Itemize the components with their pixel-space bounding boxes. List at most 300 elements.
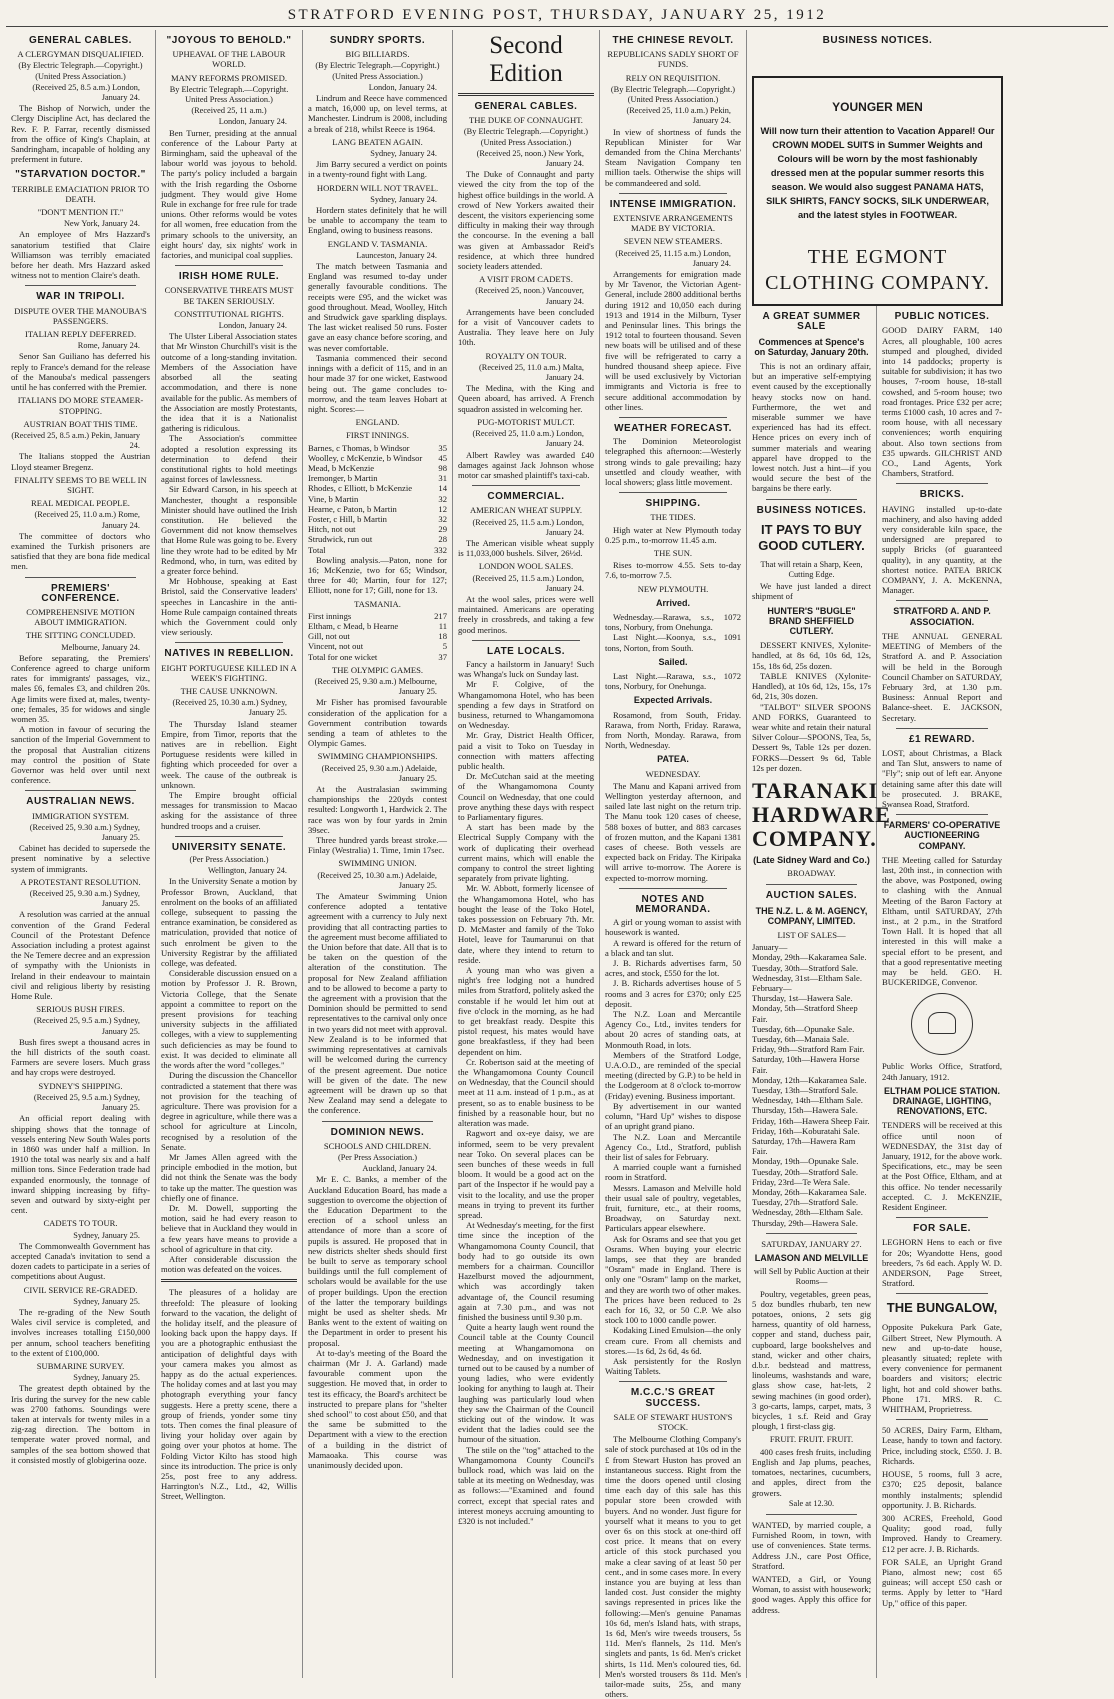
subheading: THE TIDES. (650, 512, 696, 523)
subheading: TERRIBLE EMACIATION PRIOR TO DEATH. (11, 183, 150, 204)
ad-heading: IT PAYS TO BUY GOOD CUTLERY. (758, 521, 865, 553)
divider (766, 499, 857, 500)
score-row: Vincent, not out 5 (308, 641, 447, 652)
article-text: Cabinet has decided to supersede the present nominative by a selective system of immigrants. (11, 843, 150, 874)
sale-item: Monday, 19th—Opunake Sale. (752, 1156, 859, 1167)
dateline: (Received 25, noon.) Vancouver, January 24. (475, 286, 584, 306)
article-text: The match between Tasmania and England was resumed to-day under generally favourable conditions. The receipts were £95, and the wicket was good throughout. Mead, Woolley, Hitch and Strudwick gave sparkling displays. The last wicket realised 50 runs. Foster gave an easy chance before scoring, and was never comfortable. (308, 261, 447, 353)
classified-ad: FOR SALE, an Upright Grand Piano, almost new; cost 65 guineas; will accept £50 cash or terms. Apply by letter to "Hard Up," office of this paper. (882, 1556, 1002, 1608)
dateline: Rome, January 24. (77, 341, 140, 351)
subheading: ROYALTY ON TOUR. (485, 350, 567, 361)
subheading: HORDERN WILL NOT TRAVEL. (316, 182, 439, 193)
notice-text: LEGHORN Hens to each or five for 20s; Wyandotte Hens, good breeders, 7s 6d each. Apply W. D. ANDERSON, Page Street, Stratford. (882, 1237, 1002, 1289)
subheading: SWIMMING UNION. (338, 858, 417, 869)
article-text: The pleasures of a holiday are threefold: The pleasure of looking forward to the vacation, the delight of the holiday itself, and the pleasure of looking back upon the happy days. If you are a photographic enthusiast the anticipation of delightful days with your camera makes you almost as happy as do the actual experiences. The holiday comes and at last you may photograph everything your fancy suggests. Here a pretty scene, there a group of friends, yonder some tiny tots. Then comes the final pleasure of living your holiday over again by going over your photos at home. The Folding Victor Kilto has stood high since its introduction. The price is only 25s, post free to any address. Harrington's N.Z., Ltd., 42, Willis Street, Wellington. (161, 1287, 297, 1502)
divider (175, 265, 283, 266)
subheading: BIG BILLIARDS. (345, 49, 410, 60)
divider (896, 728, 988, 729)
dateline: (Received 25, 8.5 a.m.) London, January 24. (32, 82, 140, 103)
article-text: The Empire brought official messages for transmission to Macao asking for the assistance of three hundred troops and a cruiser. (161, 790, 297, 831)
subheading: Expected Arrivals. (633, 695, 713, 706)
headline: NOTES AND MEMORANDA. (635, 893, 711, 916)
article-text: Poultry, vegetables, green peas, 5 doz bundles rhubarb, ten new potatoes, onions, 2 sets gig harness, quantity of old harness, copper and stand, duchess pair, cupboard, large bookshelves and stand, wicker and other chairs, d.b.r. bedstead and mattress, linoleums, washstands and ware, glass show case, hat-lets, 2 sewing machines (in good order), 3 go-carts, lamps, carpet, mats, 3 bicycles, 1 s.f. Reid and Gray plough, 1 first-class gig. (752, 1288, 871, 1432)
dateline: (Received 25, 9.5 a.m.) Sydney, January 25. (33, 1092, 140, 1113)
article-text: "TALBOT" SILVER SPOONS AND FORKS, Guaranteed to wear white and retain their natural Silver Colour—SPOONS, Tea, 5s, Dessert 9s, Table 12s per dozen. FORKS—Dessert 9s 6d, Table 12s per dozen. (752, 701, 871, 773)
sale-month: February— (752, 982, 792, 993)
article-text: Mr F. Colgive, of the Whangamomona Hotel, who has been spending a few days in Stratford on business, returned to Whangamomona on Wednesday. (458, 679, 594, 731)
headline: FOR SALE. (913, 1223, 971, 1235)
dateline: (Received 25, 9.30 a.m.) Sydney, January 25. (29, 889, 140, 909)
notice-text: GOOD DAIRY FARM, 140 Acres, all ploughable, 100 acres stumped and ploughed, divided into 14 paddocks; property is suitable for subdivision; it has two houses, 7-room house, 18-stall cowshed, and 5-room house; two road frontages. Price £32 per acre; terms £1000 cash, 10 acres and 7-room house, with all necessary conveniences; worth enquiring about. Also town sections from £35 upwards. GILCHRIST AND CO., Land Agents, York Chambers, Stratford. (882, 325, 1002, 479)
notice-heading: THE BUNGALOW, (886, 1300, 998, 1316)
headline: AUCTION SALES. (765, 890, 858, 902)
subheading: SCHOOLS AND CHILDREN. (323, 1140, 432, 1151)
article-text: Arrangements have been concluded for a visit of Vancouver cadets to Australia. They leave here on July 10th. (458, 306, 594, 348)
sale-item: Thursday, 15th—Hawera Sale. (752, 1105, 858, 1116)
divider (896, 600, 988, 601)
subheading: PATEA. (657, 754, 689, 765)
subheading: ITALIAN REPLY DEFERRED. (24, 329, 137, 340)
score-table-england (308, 443, 447, 555)
sale-item: Wednesday, 14th—Eltham Sale. (752, 1095, 863, 1106)
article-text: Lindrum and Reece have commenced a match, 16,000 up, on level terms, at Manchester. Lindrum is 2008, including a break of 218, whilst Reece is 1964. (308, 93, 447, 134)
subheading: SWIMMING CHAMPIONSHIPS. (317, 751, 438, 762)
article-text: High water at New Plymouth today 0.25 p.m., to-morrow 11.45 a.m. (605, 524, 741, 545)
subheading: PUG-MOTORIST MULCT. (477, 416, 575, 427)
subheading: ENGLAND. (355, 417, 400, 428)
score-row: Rhodes, c Elliott, b McKenzie 14 (308, 483, 447, 494)
divider (766, 1233, 857, 1234)
headline: GENERAL CABLES. (29, 35, 132, 46)
subheading: COMPREHENSIVE MOTION ABOUT IMMIGRATION. (26, 606, 135, 628)
dateline: (Received 25, 9.30 a.m.) Melbourne, January 25. (314, 676, 437, 697)
dateline: (Received 25, 9.5 a.m.) Sydney, January 25. (33, 1016, 140, 1036)
dateline: Auckland, January 24. (362, 1164, 437, 1174)
divider (619, 492, 727, 493)
ad-body: Will now turn their attention to Vacation Apparel! Our CROWN MODEL SUITS in Summer Weights and Colours will be worn by the most fashionably dressed men at the popular summer resorts this season. We would also suggest PANAMA HATS, SILK SHIRTS, FANCY SOCKS, SILK UNDERWEAR, and the latest styles in FOOTWEAR. (760, 126, 995, 221)
article-text: This is not an ordinary affair, but an imperative self-emptying event caused by the exceptionally heavy stocks now on hand. Furthermore, the wet and miserable summer we have experienced has had its effect. Hence prices on every inch of summer materials and wearing apparel have dropped to the lowest notch. Just a hint—if you would secure the best of the bargains be there early. (752, 361, 871, 494)
credit-line: (Per Press Association.) (337, 1152, 418, 1162)
subheading: IMMIGRATION SYSTEM. (32, 810, 129, 821)
article-text: An official report dealing with shipping shows that the tonnage of vessels entering New South Wales ports in 1860 was under half a million. In 1910 the total was nearly six and a half million tons. Since Federation trade had expanded enormously, the tonnage of inward shipping increasing by fifty-seven and outward by sixty-eight per cent. (11, 1113, 150, 1216)
business-section (747, 30, 1008, 1678)
article-text: Kodaking Lined Emulsion—the only cream cure. From all chemists and stores.—1s 6d, 2s 6d, 4s 6d. (605, 1325, 741, 1356)
subheading: FIRST INNINGS. (346, 430, 409, 441)
article-text: Senor San Guiliano has deferred his reply to France's demand for the release of the Manouba's medical passengers until he has conferred with the Premier. (11, 351, 150, 393)
sale-time: Sale at 12.30. (788, 1498, 835, 1508)
score-row: Strudwick, run out 28 (308, 534, 447, 545)
article-text: Dr. M. Dowell, supporting the motion, said he had every reason to believe that in Auckland they would in a few years have means to provide a school of agriculture in that city. (161, 1202, 297, 1254)
dateline: London, January 24. (368, 82, 437, 92)
article-text: Sir Edward Carson, in his speech at Manchester, thought a responsible Minister should have outlined the Irish constitution. He believed the Government did not know themselves that Home Rule was going to be. Every line they wrote had to be edited by Mr Redmond, who, in turn, was edited by a greater force behind. (161, 484, 297, 576)
subheading: Sailed. (658, 656, 688, 667)
notice-heading: STRATFORD A. AND P. ASSOCIATION. (893, 606, 991, 627)
headline: BUSINESS NOTICES. (756, 504, 867, 516)
headline: NATIVES IN REBELLION. (164, 648, 294, 660)
article-text: Ask for Osrams and see that you get Osrams. When buying your electric lamps, see that they are branded "Osram" made in England. There is only one "Osram" lamp on the market, and they are worth two of other makes. The prices have been reduced to 2s each for 16, 32, or 50 C.P. We also stock 100 to 1000 candle power. (605, 1233, 741, 1326)
sale-item: Monday, 26th—Kakaramea Sale. (752, 1187, 867, 1198)
divider (472, 485, 580, 486)
masthead: STRATFORD EVENING POST, THURSDAY, JANUARY 25, 1912 (6, 4, 1108, 27)
subheading: SERIOUS BUSH FIRES. (36, 1004, 125, 1015)
divider (175, 642, 283, 643)
subheading: CADETS TO TOUR. (43, 1218, 118, 1229)
article-text: J. B. Richards advertises farm, 50 acres, and stock, £550 for the lot. (605, 958, 741, 979)
article-text: The N.Z. Loan and Mercantile Agency Co., Ltd., Stratford, publish their list of sales for February. (605, 1131, 741, 1162)
headline: GENERAL CABLES. (474, 101, 578, 112)
article-text: The re-grading of the New South Wales civil service is completed, and involves increases totalling £150,000 per annum, school teachers benefiting to the extent of £100,000. (11, 1306, 150, 1358)
score-total: Total 332 (308, 544, 447, 555)
sale-item: Saturday, 10th—Hawera Horse Fair. (752, 1054, 860, 1075)
article-text: Mr Hobhouse, speaking at East Bristol, said the Conservative leaders' speeches in Lancashire in the anti-Home Rule campaign contained threats which the Government could only view seriously. (161, 576, 297, 638)
subheading: FRUIT. FRUIT. FRUIT. (769, 1434, 854, 1445)
headline: BRICKS. (919, 489, 965, 501)
dateline: (Received 25, 11.15 a.m.) London, January 24. (615, 248, 731, 268)
divider (766, 1514, 857, 1515)
sale-item: Saturday, 17th—Hawera Ram Fair. (752, 1136, 856, 1157)
sale-item: Friday, 9th—Stratford Ram Fair. (752, 1044, 865, 1055)
sale-item: Friday, 16th—Hawera Sheep Fair. (752, 1115, 870, 1126)
article-text: A girl or young woman to assist with housework is wanted. (605, 917, 741, 938)
score-row: Hitch, not out 29 (308, 524, 447, 535)
subheading: A VISIT FROM CADETS. (479, 274, 573, 285)
subheading: THE OLYMPIC GAMES. (331, 664, 424, 675)
article-text: At Wednesday's meeting, for the first time since the inception of the Whangamomona County Council, that body had to go outside its own members for a chairman. Councillor Hazelburst moved the adjournment, which was accordingly taken advantage of, the Council resuming again at 7.30 p.m., and was not finished the business until 9.30 p.m. (458, 1220, 594, 1322)
dateline: London, January 24. (218, 321, 287, 331)
subheading: THE CAUSE UNKNOWN. (180, 685, 278, 696)
dateline: (Received 25, 9.30 a.m.) Adelaide, January 25. (321, 763, 437, 783)
divider (25, 577, 136, 578)
subheading: SYDNEY'S SHIPPING. (38, 1080, 123, 1091)
credit-line: (By Electric Telegraph.—Copyright.) (United Press Association.) (463, 127, 589, 147)
score-row: Eltham, c Mead, b Hearne 11 (308, 620, 447, 631)
divider (896, 483, 988, 484)
sale-list (752, 942, 871, 1228)
headline: A GREAT SUMMER SALE (762, 311, 861, 333)
article-text: The Melbourne Clothing Company's sale of stock purchased at 10s od in the £ from Stewart Huston has proved an instantaneous success. Right from the time the doors opened until closing time each day of this sale has this popular store been crowded with buyers. And no wonder. Just figure for yourself what it means to you to get over 6s on this stock at one-third off cost price. It means that on every article of this stock purchased you make a clear saving of at least 50 per cent., and in some cases more. In every instance you are buying at less than landed cost. Just consider the mighty savings represented in prices like the following:—Men's genuine Panamas 10s 6d, men's Island hats, with straps, 1s 6d, Men's wire tweeds trousers, 5s 11d. Men's flannels, 2s 11d. Men's singlets and pants, 1s 6d. Men's cricket shirts, 1s 11d. Men's coloured ties, 6d. Men's worsted trousers 8s 11d. Men's tailor-made suits, 25s, and many others. (605, 1434, 741, 1699)
dateline: New York, January 24. (63, 219, 140, 229)
notice-text: THE Meeting called for Saturday last, 20th inst., in connection with the above, was Postponed, owing to clashing with the Annual Meeting of the Baron Factory at Eltham, until SATURDAY, 27th inst., at 2 p.m., in the Stratford Town Hall. It is hoped that all interested in this will make a special effort to be present, and that a good representative meeting may be held. GEO. H. BUCKERIDGE, Convenor. (882, 854, 1002, 988)
article-text: Quite a hearty laugh went round the Council table at the County Council meeting at Whangamomona on Wednesday, and on investigation it turned out to be caused by a number of young ladies, who were evidently looking for anything to laugh at. Their laughing was particularly loud when they saw the Chairman of the Council sticking out of the window. It was evident that the ladies could see the humour of the situation. (458, 1322, 594, 1445)
divider (766, 884, 857, 885)
sale-item: Tuesday, 6th—Manaia Sale. (752, 1033, 849, 1044)
dateline: Wellington, January 24. (207, 866, 287, 876)
headline: UNIVERSITY SENATE. (171, 841, 287, 853)
sale-item: Tuesday, 30th—Stratford Sale. (752, 962, 859, 973)
ad-product: HUNTER'S "BUGLE" BRAND SHEFFIELD CUTLERY. (767, 605, 856, 637)
dateline: Sydney, January 25. (73, 1230, 140, 1240)
classified-ad: WANTED, a Girl, or Young Woman, to assist with housework; good wages. Apply this office for address. (752, 1573, 871, 1615)
subheading: SUBMARINE SURVEY. (36, 1360, 125, 1371)
article-text: A married couple want a furnished room in Stratford. (605, 1162, 741, 1183)
subheading: FINALITY SEEMS TO BE WELL IN SIGHT. (14, 474, 147, 495)
shipping-entry: Last Night.—Rarawa, s.s., 1072 tons, Norbury, for Onehunga. (605, 670, 741, 692)
article-text: Mr Fisher has promised favourable consideration of the application for a Government contribution towards sending a team of athletes to the Olympic Games. (308, 697, 447, 749)
article-text: In view of shortness of funds the Republican Minister for War demanded from the China Merchants' Steam Navigation Company ten million taels. Otherwise the ships will be commandeered and sold. (605, 126, 741, 188)
sale-item: Monday, 12th—Kakaramea Sale. (752, 1074, 867, 1085)
dateline: Melbourne, January 24. (61, 642, 140, 652)
headline: COMMERCIAL. (487, 491, 565, 503)
sale-item: Tuesday, 6th—Opunake Sale. (752, 1023, 855, 1034)
dateline: Sydney, January 24. (370, 194, 437, 204)
headline: "STARVATION DOCTOR." (15, 169, 146, 181)
notice-text: THE ANNUAL GENERAL MEETING of Members of the Stratford A. and P. Association will be held in the Borough Council Chamber on SATURDAY, February 3rd, at 1.30 p.m. Business: Annual Report and Balance-sheet. E. JACKSON, Secretary. (882, 630, 1002, 723)
subheading: Arrived. (655, 597, 690, 608)
article-text: Ragwort and ox-eye daisy, we are informed, seem to be very prevalent near Toko. On several places can be seen bunches of these weeds in full bloom. It would be a good act on the part of the Inspector if he would pay a visit to the locality, and use the proper means in trying to prevent its further spread. (458, 1128, 594, 1220)
subheading: AMERICAN WHEAT SUPPLY. (469, 505, 583, 516)
credit-line: (Per Press Association.) (189, 855, 269, 865)
ad-subheading: will Sell by Public Auction at their Rooms— (753, 1267, 870, 1287)
article-text: The Dominion Meteorologist telegraphed this afternoon:—Westerly strong winds to gale prevailing; hazy unsettled and cloudy weather, with local showers; glass little movement. (605, 436, 741, 487)
sale-item: Thursday, 1st—Hawera Sale. (752, 993, 853, 1004)
subheading: LONDON WOOL SALES. (478, 561, 574, 572)
headline: AUSTRALIAN NEWS. (26, 796, 135, 808)
dateline: (Received 25, 11.5 a.m.) London, January 24. (472, 517, 584, 537)
dateline: (Received 25, 11.0 a.m.) Rome, January 24. (34, 510, 140, 530)
notice-text: HAVING installed up-to-date machinery, and also having added very considerable kiln space, the undersigned are prepared to supply Bricks (of guaranteed quality), in any quantity, at the shortest notice. PATEA BRICK COMPANY, J. A. McKENNA, Manager. (882, 503, 1002, 596)
subheading: ENGLAND V. TASMANIA. (327, 238, 428, 249)
notice-text: Public Works Office, Stratford, 24th January, 1912. (882, 1061, 1002, 1082)
article-text: Hordern states definitely that he will be unable to accompany the team to England, owing to business reasons. (308, 205, 447, 236)
article-text: Tasmania commenced their second innings with a deficit of 115, and in an hour made 37 for one wicket, Eastwood being out. The game concludes to-morrow, and the team leaves Hobart at night. Scores:— (308, 352, 447, 414)
subheading: TASMANIA. (354, 598, 401, 609)
dateline: (Received 25, 11 a.m.) (191, 106, 267, 116)
article-text: During the discussion the Chancellor contradicted a statement that there was not provision for the teaching of agriculture. There was provision for a degree in agriculture, while there was a school for agriculture at Lincoln, recognised by a resolution of the Senate. (161, 1070, 297, 1152)
headline: SHIPPING. (645, 498, 701, 510)
article-text: 400 cases fresh fruits, including English and Jap plums, peaches, tomatoes, nectarines, cucumbers, and apples, direct from the growers. (752, 1446, 871, 1498)
article-text: The Bishop of Norwich, under the Clergy Discipline Act, has declared the Rev. F. P. Farrar, recently dismissed from the office of King's Chaplain, at Sandringham, incapable of holding any preferment in future. (11, 103, 150, 165)
article-text: A young man who was given a night's free lodging not a hundred miles from Stratford, politely asked the constable if he would let him out at five o'clock in the morning, as he had to get breakfast ready. Despite this pistol request, his mates would have gone breakfastless, if they had been dependent on him. (458, 965, 594, 1057)
headline: WAR IN TRIPOLI. (36, 291, 125, 303)
divider (175, 836, 283, 837)
divider (619, 888, 727, 889)
notice-text: TENDERS will be received at this office until noon of WEDNESDAY, the 31st day of January, 1912, for the above work. Specifications, etc., may be seen at the Post Office, Eltham, and at this office. No tender necessarily accepted. C. J. McKENZIE, Resident Engineer. (882, 1120, 1002, 1213)
headline: PREMIERS' CONFERENCE. (41, 582, 120, 604)
headline: PUBLIC NOTICES. (894, 311, 990, 323)
score-row: Hearne, c Paton, b Martin 12 (308, 503, 447, 514)
divider (619, 417, 727, 418)
sale-item: Thursday, 29th—Hawera Sale. (752, 1217, 858, 1228)
headline: BUSINESS NOTICES. (822, 35, 933, 46)
column-3 (303, 30, 453, 1678)
divider (896, 814, 988, 815)
auctioneer-name: LAMASON AND MELVILLE (754, 1253, 869, 1264)
article-text: Mr E. C. Banks, a member of the Auckland Education Board, has made a suggestion to overcome the objection of the Education Department to the erection of a school unless an attendance of more than a score of pupils is assured. He proposed that in new districts shelter sheds should first be built to serve as temporary school buildings until the full complement of scholars would be available for the use of proper buildings. Upon the erection of the latter the temporary buildings might be used as shelter sheds. Mr Banks went to the extent of waiting on the Department in order to present his proposal. (308, 1174, 447, 1348)
dateline: (Received 25, 11.0 a.m.) London, January 24. (472, 429, 584, 449)
sale-item: Friday, 16th—Koburatahi Sale. (752, 1125, 860, 1136)
sale-item: Monday, 29th—Kakaramea Sale. (752, 952, 867, 963)
ad-subheading: (Late Sidney Ward and Co.) (753, 854, 870, 865)
article-text: The Italians stopped the Austrian Lloyd steamer Bregenz. (11, 451, 150, 472)
score-row: Woolley, c McKenzie, b Windsor 45 (308, 452, 447, 463)
headline: DOMINION NEWS. (330, 1126, 425, 1138)
article-text: The Association's committee adopted a resolution expressing its determination to defend their constitutional rights to hold meetings against forces of lawlessness. (161, 433, 297, 485)
subheading: Commences at Spence's on Saturday, January 20th. (754, 336, 869, 357)
headline: INTENSE IMMIGRATION. (609, 198, 737, 210)
headline: LATE LOCALS. (486, 645, 566, 657)
subheading: UPHEAVAL OF THE LABOUR WORLD. (172, 49, 286, 70)
article-text: Members of the Stratford Lodge, U.A.O.D., are reminded of the special meeting (directed by G.P.) to be held in the Lodgeroom at 8 o'clock to-morrow (Friday) evening. Business important. (605, 1049, 741, 1101)
notice-heading: FARMERS' CO-OPERATIVE AUCTIONEERING COMPANY. (883, 820, 1001, 851)
sale-item: Monday, 5th—Stratford Sheep Fair. (752, 1003, 858, 1024)
article-text: Mr. Gray, District Health Officer, paid a visit to Toko on Tuesday in connection with matters affecting public health. (458, 730, 594, 771)
subheading: DISPUTE OVER THE MANOUBA'S PASSENGERS. (14, 305, 147, 326)
article-text: Mr. W. Abbott, formerly licensee of the Whangamomona Hotel, who has bought the lease of the Toko Hotel, takes possession on February 7th. Mr. D. McMaster and family of the Toko Hotel, leave for Taumarunui on that date, where they intend to return to reside. (458, 883, 594, 965)
article-text: In the University Senate a motion by Professor Brown, Auckland, that enrolment on the books of an affiliated college, subsequent to passing the entrance examination, be considered as matriculation, provided that notice of such enrolment be given to the University Registrar by the affiliated college, was defeated. (161, 876, 297, 969)
article-text: Fancy a hailstorm in January! Such was Whanga's luck on Sunday last. (458, 658, 594, 680)
divider (472, 640, 580, 641)
headline: £1 REWARD. (908, 733, 976, 745)
score-row: First innings 217 (308, 610, 447, 621)
ad-brand: THE EGMONT CLOTHING COMPANY. (765, 246, 990, 295)
dateline: (Received 25, 9.30 a.m.) Sydney, January 25. (29, 822, 140, 843)
headline: THE CHINESE REVOLT. (612, 35, 734, 46)
dateline: Sydney, January 25. (73, 1373, 140, 1383)
article-text: Cr. Robertson said at the meeting of the Whangamomona County Council on Wednesday, that the Council should meet at 11 a.m. instead of 1 p.m., as at present, so as to enable business to be finished by a reasonable hour, but no alteration was made. (458, 1056, 594, 1129)
article-text: The Ulster Liberal Association states that Mr Winston Churchill's visit is the outcome of a long-standing invitation. Members of the Association have absorbed all the seating accommodation, and there is none available for the public. As members of the Association are mostly Protestants, the idea that it is a Nationalist gathering is ridiculous. (161, 331, 297, 434)
article-text: Arrangements for emigration made by Mr Tavenor, the Victorian Agent-General, include 2800 additional berths during 1912 and 10,050 each during 1913 and 1914 in the Milburn, Tyser and Peninsular lines. This brings the 1912 total to fourteen thousand. Seven new boats will be utilised and of these five will be refrigerated to carry a hundred thousand sheep apiece. Five will be used exclusively by Victorian immigrants and Victoria is free to secure additional accommodation by other lines. (605, 269, 741, 412)
score-row: Barnes, c Thomas, b Windsor 35 (308, 442, 447, 453)
divider (458, 93, 594, 96)
divider (25, 285, 136, 286)
column-5 (600, 30, 747, 1699)
notice-text: Opposite Pukekura Park Gate, Gilbert Street, New Plymouth. A new and up-to-date house, pleasantly situated; replete with every convenience for permanent boarders and visitors; electric light, hot and cold shower baths. Phone 171. MRS. R. C. WHITHAM, Proprietress. (882, 1322, 1002, 1415)
dateline: (Received 25, 10.30 a.m.) Adelaide, January 25. (317, 870, 437, 890)
article-text: Ben Turner, presiding at the annual conference of the Labour Party at Birmingham, said the upheaval of the labour world was joyous to behold. The party's policy included a bargain with the Irish regarding the Osborne judgment. They would give Home Rule in exchange for free rule for trade unions. Other reforms would be votes for all women, free education from the primary schools to the university, an eight hours' day, six nights' work in factories, and municipal coal supplies. (161, 127, 297, 261)
article-text: Dr. McCutchan said at the meeting of the Whangamomona County Council on Wednesday, that one could prove anything these days with respect to Parliamentary figures. (458, 771, 594, 822)
shipping-entry: Last Night.—Koonya, s.s., 1091 tons, Norton, from South. (605, 632, 741, 653)
divider (161, 1279, 297, 1282)
article-text: At the wool sales, prices were well maintained. Americans are operating freely in crossbreds, and taking a few good merinos. (458, 593, 594, 635)
subheading: EXTENSIVE ARRANGEMENTS MADE BY VICTORIA. (613, 213, 733, 234)
dateline: (Received 25, 11.0 a.m.) Pekin, January 24. (626, 106, 731, 126)
credit-line: (By Electric Telegraph.—Copyright.) (United Press Association.) (18, 61, 143, 81)
headline: IRISH HOME RULE. (178, 271, 280, 283)
headline: "JOYOUS TO BEHOLD." (166, 35, 292, 46)
subheading: ITALIANS DO MORE STEAMER-STOPPING. (17, 395, 144, 416)
divider (322, 1121, 433, 1122)
subheading: WEDNESDAY. (645, 768, 701, 779)
subheading: SEVEN NEW STEAMERS. (623, 236, 723, 247)
sale-item: Wednesday, 31st—Eltham Sale. (752, 972, 862, 983)
article-text: The greatest depth obtained by the Iris during the survey for the new cable was 2700 fathoms. Soundings were taken at intervals for twenty miles in a zig-zag direction. The bottom in temperate water proved normal, and samples of the sea bottom showed that it consisted mostly of globigerina ooze. (11, 1383, 150, 1465)
ad-address: BROADWAY. (787, 869, 836, 879)
sale-item: Friday, 23rd—Te Wera Sale. (752, 1176, 850, 1187)
dateline: (Received 25, 10.30 a.m.) Sydney, January 25. (172, 698, 287, 718)
article-text: A motion in favour of securing the sanction of the Imperial Government to the proposal that Australian citizens may control the position of State Governor was held over until next conference. (11, 724, 150, 786)
sale-month: January— (752, 942, 788, 953)
subheading: REAL MEDICAL PEOPLE. (31, 498, 130, 509)
score-row: Foster, c Hill, b Martin 32 (308, 513, 447, 524)
divider (619, 193, 727, 194)
subheading: "DON'T MENTION IT." (37, 207, 124, 218)
dateline: London, January 24. (218, 117, 287, 127)
credit-line: By Electric Telegraph.—Copyright. United Press Association.) (169, 84, 289, 105)
subheading: RELY ON REQUISITION. (625, 72, 721, 83)
shipping-entry: Wednesday.—Rarawa, s.s., 1072 tons, Norbury, from Onehunga. (605, 611, 741, 633)
score-total: Total for one wicket 37 (308, 651, 447, 662)
headline: WEATHER FORECAST. (614, 422, 732, 434)
coat-of-arms-icon (911, 993, 973, 1055)
column-1 (6, 30, 156, 1678)
subheading: THE SITTING CONCLUDED. (25, 630, 136, 641)
article-text: Albert Rawley was awarded £40 damages against Jack Johnson whose motor car smashed plaintiff's taxi-cab. (458, 449, 594, 480)
score-table-tasmania (308, 611, 447, 662)
column-7 (877, 306, 1007, 1678)
article-text: DESSERT KNIVES, Xylonite-handled, at 8s 6d, 10s 6d, 12s, 15s, 18s 6d, 25s dozen. (752, 640, 871, 671)
article-text: After considerable discussion the motion was defeated on the voices. (161, 1253, 297, 1275)
article-text: J. B. Richards advertises house of 5 rooms and 3 acres for £370; only £25 deposit. (605, 978, 741, 1009)
notice-text: LOST, about Christmas, a Black and Tan Slut, answers to name of "Fly"; snip out of left ear. Anyone detaining same after this date will be prosecuted. J. BRAKE, Swansea Road, Stratford. (882, 747, 1002, 809)
article-text: The Duke of Connaught and party viewed the city from the top of the highest office buildings in the world. A crowd of New Yorkers awaited their descent, the visitors experiencing some difficulty in making their way through the concourse. In the evening a ball was given at Ambassador Reid's residence, at which three hundred society leaders attended. (458, 169, 594, 272)
article-text: At to-day's meeting of the Board the chairman (Mr J. A. Garland) made favourable comment upon the suggestion. He moved that, in order to test its efficacy, the Board's architect be instructed to prepare plans for "shelter shed school" to cost about £50, and that the same be submitted to the Department with a view to the erection of a building in the district of Mamaoaka. This course was unanimously decided upon. (308, 1347, 447, 1471)
sale-item: Tuesday, 13th—Stratford Sale. (752, 1084, 859, 1095)
divider (896, 1419, 988, 1420)
article-text: The Thursday Island steamer Empire, from Timor, reports that the natives are in rebellion. Eight Portuguese residents were killed in fighting which proceeded for over a week. The cause of the outbreak is unknown. (161, 718, 297, 790)
article-text: A reward is offered for the return of a black and tan slut. (605, 937, 741, 958)
divider (25, 790, 136, 791)
subheading: CONSTITUTIONAL RIGHTS. (174, 308, 284, 319)
sale-item: Tuesday, 27th—Stratford Sale. (752, 1197, 859, 1208)
subheading: THE SUN. (653, 547, 693, 558)
article-text: The American visible wheat supply is 11,033,000 bushels. Silver, 26½d. (458, 537, 594, 559)
article-text: Mr James Allen agreed with the principle embodied in the motion, but did not think the Senate was the body to take up the matter. The question was chiefly one of finance. (161, 1151, 297, 1203)
dateline: (Received 25, 11.5 a.m.) London, January 24. (472, 573, 584, 593)
subheading: A PROTESTANT RESOLUTION. (20, 876, 141, 887)
dateline: (Received 25, 8.5 a.m.) Pekin, January 24. (11, 430, 140, 451)
divider (619, 1381, 727, 1382)
dateline: Sydney, January 24. (370, 149, 437, 159)
ad-heading: YOUNGER MEN (832, 100, 923, 115)
subheading: THE DUKE OF CONNAUGHT. (469, 115, 583, 126)
article-text: The Medina, with the King and Queen aboard, has arrived. A French squadron assisted in welcoming her. (458, 383, 594, 414)
headline: M.C.C.'S GREAT SUCCESS. (630, 1387, 716, 1409)
credit-line: (By Electric Telegraph.—Copyright.) (United Press Association.) (315, 61, 440, 81)
classified-ad: HOUSE, 5 rooms, full 3 acre, £370; £25 deposit, balance monthly instalments; splendid opportunity. J. B. Richards. (882, 1469, 1002, 1510)
article-text: Bowling analysis.—Paton, none for 16; McKenzie, two for 65; Windsor, three for 40; Martin, four for 127; Elliott, none for 17; Gill, none for 13. (308, 554, 447, 596)
dateline: (Received 25, 11.0 a.m.) Malta, January 24. (479, 362, 584, 383)
score-row: Vine, b Martin 32 (308, 493, 447, 504)
subheading: CIVIL SERVICE RE-GRADED. (23, 1284, 138, 1295)
subheading: A CLERGYMAN DISQUALIFIED. (17, 49, 144, 60)
score-row: Iremonger, b Martin 31 (308, 473, 447, 484)
subheading: SALE OF STEWART HUSTON'S STOCK. (613, 1411, 733, 1432)
article-text: We have just landed a direct shipment of (752, 581, 871, 602)
article-text: Jim Barry secured a verdict on points in a twenty-round fight with Lang. (308, 159, 447, 180)
subheading: MANY REFORMS PROMISED. (171, 72, 287, 83)
article-text: An employee of Mrs Hazzard's sanatorium testified that Claire Williamson was terribly emaciated before her death. Mrs Hazzard asked witness not to mention Claire's death. (11, 229, 150, 281)
article-text: Rises to-morrow 4.55. Sets to-day 7.6, to-morrow 7.5. (605, 560, 741, 581)
article-text: The Amateur Swimming Union conference adopted a tentative agreement with a currency to July next providing that all contracting parties to the agreement must become affiliated to the Union before that date. All that is to be taken on the question of the alteration of the constitution. The proposal for New Zealand affiliation and to be allowed to become a party to the agreement with a provision that the Dominion should be permitted to send representatives to the carnival only once in two years did not meet with approval. New Zealand is to be informed that swimming representatives at carnivals will be welcomed during the currency of the present agreement. Due notice will be given of the date. The new agreement will be drawn up so that New Zealand may send a delegate to the conference. (308, 891, 447, 1116)
sale-item: Tuesday, 20th—Stratford Sale. (752, 1166, 859, 1177)
classified-ad: WANTED, by married couple, a Furnished Room, in town, with use of conveniences. State terms. Address J.N., care Post Office, Stratford. (752, 1519, 871, 1571)
column-6 (747, 306, 891, 1678)
article-text: The committee of doctors who examined the Turkish prisoners are satisfied that they are bona fide medical men. (11, 530, 150, 572)
subheading: EIGHT PORTUGUESE KILLED IN A WEEK'S FIGHTING. (161, 662, 297, 683)
dateline: (Received 25, noon.) New York, January 24. (476, 148, 584, 169)
score-row: Gill, not out 18 (308, 631, 447, 642)
score-row: Mead, b McKenzie 98 (308, 462, 447, 473)
divider (896, 1217, 988, 1218)
dateline: Launceston, January 24. (356, 250, 437, 260)
headline: SUNDRY SPORTS. (329, 35, 426, 46)
article-text: The Commonwealth Government has accepted Canada's invitation to send a dozen cadets to participate in a series of competitions about August. (11, 1240, 150, 1282)
subheading: LIST OF SALES— (777, 929, 846, 940)
column-2 (156, 30, 303, 1678)
subheading: CONSERVATIVE THREATS MUST BE TAKEN SERIOUSLY. (164, 285, 294, 306)
sale-item: Wednesday, 28th—Eltham Sale. (752, 1207, 863, 1218)
subheading: NEW PLYMOUTH. (637, 583, 709, 594)
